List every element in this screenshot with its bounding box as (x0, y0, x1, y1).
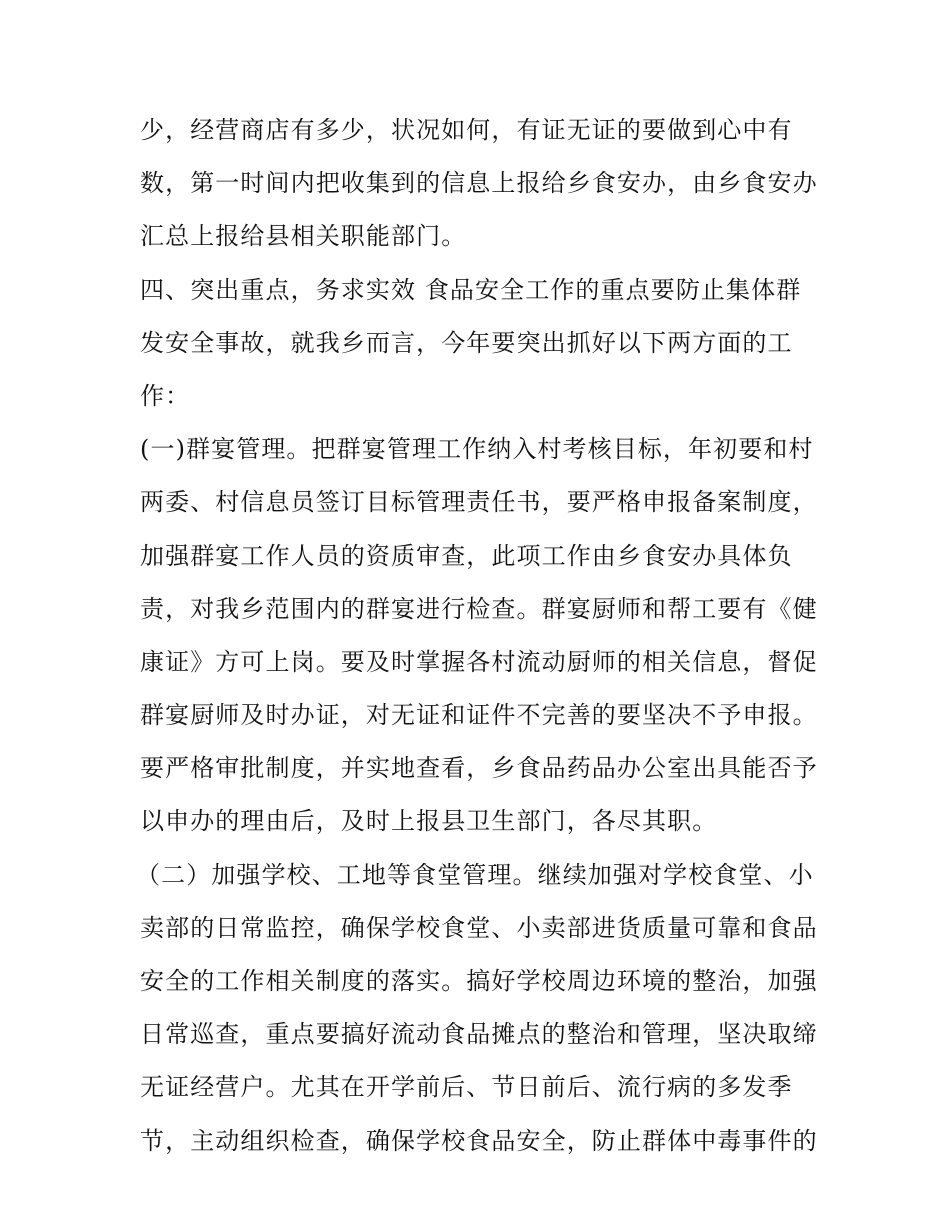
body-text (136, 104, 820, 1168)
text-line: 康证》方可上岗。要及时掌握各村流动厨师的相关信息，督促 (140, 647, 818, 676)
subsection-line: (一)群宴管理。把群宴管理工作纳入村考核目标，年初要和村 (140, 435, 814, 464)
text-line: 两委、村信息员签订目标管理责任书，要严格申报备案制度， (140, 488, 818, 517)
subsection-line: （二）加强学校、工地等食堂管理。继续加强对学校食堂、小 (136, 860, 814, 889)
text-line: 发安全事故，就我乡而言，今年要突出抓好以下两方面的工 (140, 328, 793, 357)
text-line: 安全的工作相关制度的落实。搞好学校周边环境的整治，加强 (140, 967, 818, 995)
text-line: 节，主动组织检查，确保学校食品安全，防止群体中毒事件的 (140, 1126, 818, 1155)
text-line: 责，对我乡范围内的群宴进行检查。群宴厨师和帮工要有《健 (140, 594, 818, 623)
text-line: 卖部的日常监控，确保学校食堂、小卖部进货质量可靠和食品 (140, 913, 818, 942)
section-heading-line: 四、突出重点，务求实效 食品安全工作的重点要防止集体群 (140, 275, 802, 304)
text-line: 要严格审批制度，并实地查看，乡食品药品办公室出具能否予 (140, 754, 818, 783)
text-line: 以申办的理由后，及时上报县卫生部门，各尽其职。 (140, 807, 718, 836)
text-line: 汇总上报给县相关职能部门。 (140, 222, 467, 251)
text-line: 加强群宴工作人员的资质审查，此项工作由乡食安办具体负 (140, 541, 793, 570)
text-line: 数，第一时间内把收集到的信息上报给乡食安办，由乡食安办 (140, 169, 818, 198)
text-line: 群宴厨师及时办证，对无证和证件不完善的要坚决不予申报。 (140, 701, 818, 730)
text-line: 无证经营户。尤其在开学前后、节日前后、流行病的多发季 (140, 1073, 793, 1102)
text-line: 作： (140, 381, 191, 410)
text-line: 日常巡查，重点要搞好流动食品摊点的整治和管理，坚决取缔 (140, 1020, 818, 1049)
text-line: 少，经营商店有多少，状况如何，有证无证的要做到心中有 (140, 116, 793, 144)
